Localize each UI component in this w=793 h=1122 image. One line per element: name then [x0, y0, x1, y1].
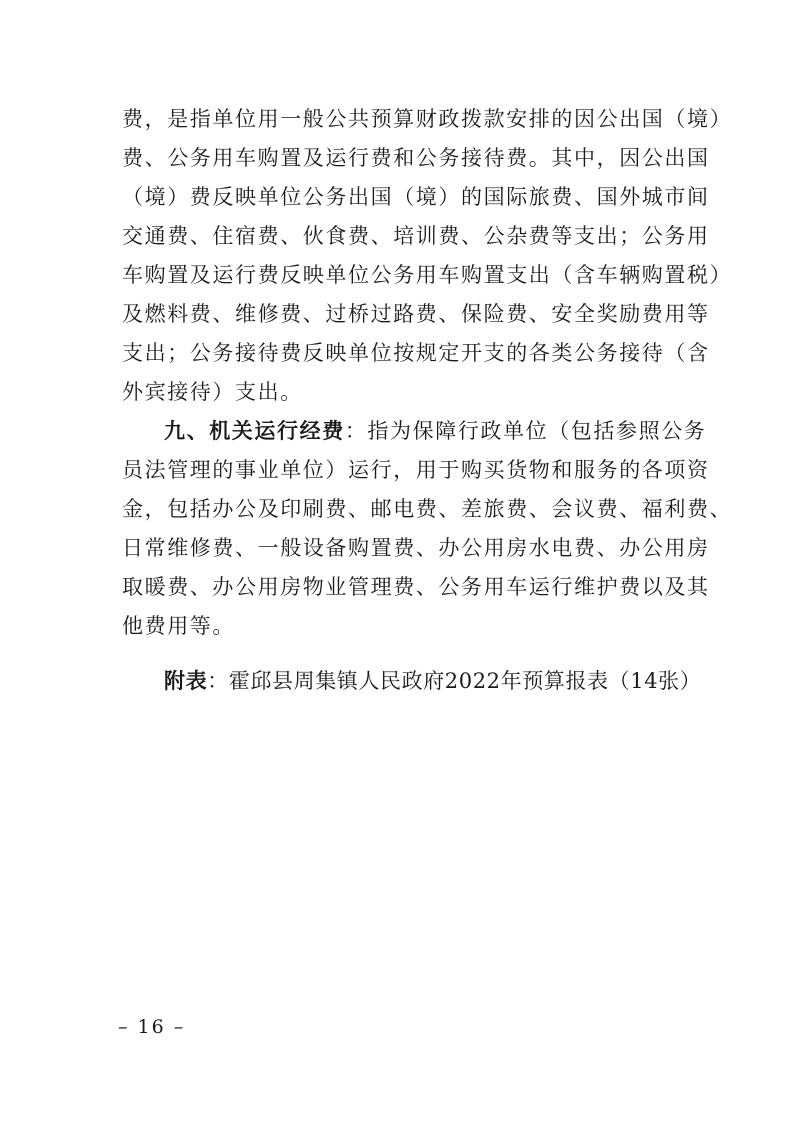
paragraph-line: 支出；公务接待费反映单位按规定开支的各类公务接待（含 [122, 341, 710, 365]
paragraph-9-first-line [164, 418, 707, 444]
paragraph-line: 费、公务用车购置及运行费和公务接待费。其中，因公出国 [122, 146, 710, 170]
attachment-line [164, 668, 702, 694]
attachment-label: 附表 [164, 668, 208, 693]
paragraph-line: 他费用等。 [122, 614, 235, 638]
paragraph-line: 金，包括办公及印刷费、邮电费、差旅费、会议费、福利费、 [122, 497, 733, 521]
section-heading: 九、机关运行经费 [164, 418, 345, 443]
paragraph-line: 交通费、住宿费、伙食费、培训费、公杂费等支出；公务用 [122, 224, 710, 248]
paragraph-line: 日常维修费、一般设备购置费、办公用房水电费、办公用房 [122, 536, 710, 560]
attachment-text: ：霍邱县周集镇人民政府2022年预算报表（14张） [207, 669, 702, 693]
paragraph-line: 费，是指单位用一般公共预算财政拨款安排的因公出国（境） [122, 107, 733, 131]
page-number: – 16 – [118, 1016, 186, 1038]
paragraph-line: 及燃料费、维修费、过桥过路费、保险费、安全奖励费用等 [122, 302, 710, 326]
section-heading-rest: ：指为保障行政单位（包括参照公务 [344, 419, 707, 443]
paragraph-line: 外宾接待）支出。 [122, 380, 303, 404]
paragraph-line: （境）费反映单位公务出国（境）的国际旅费、国外城市间 [122, 185, 710, 209]
paragraph-line: 员法管理的事业单位）运行，用于购买货物和服务的各项资 [122, 458, 710, 482]
paragraph-line: 取暖费、办公用房物业管理费、公务用车运行维护费以及其 [122, 575, 710, 599]
paragraph-line: 车购置及运行费反映单位公务用车购置支出（含车辆购置税） [122, 263, 733, 287]
